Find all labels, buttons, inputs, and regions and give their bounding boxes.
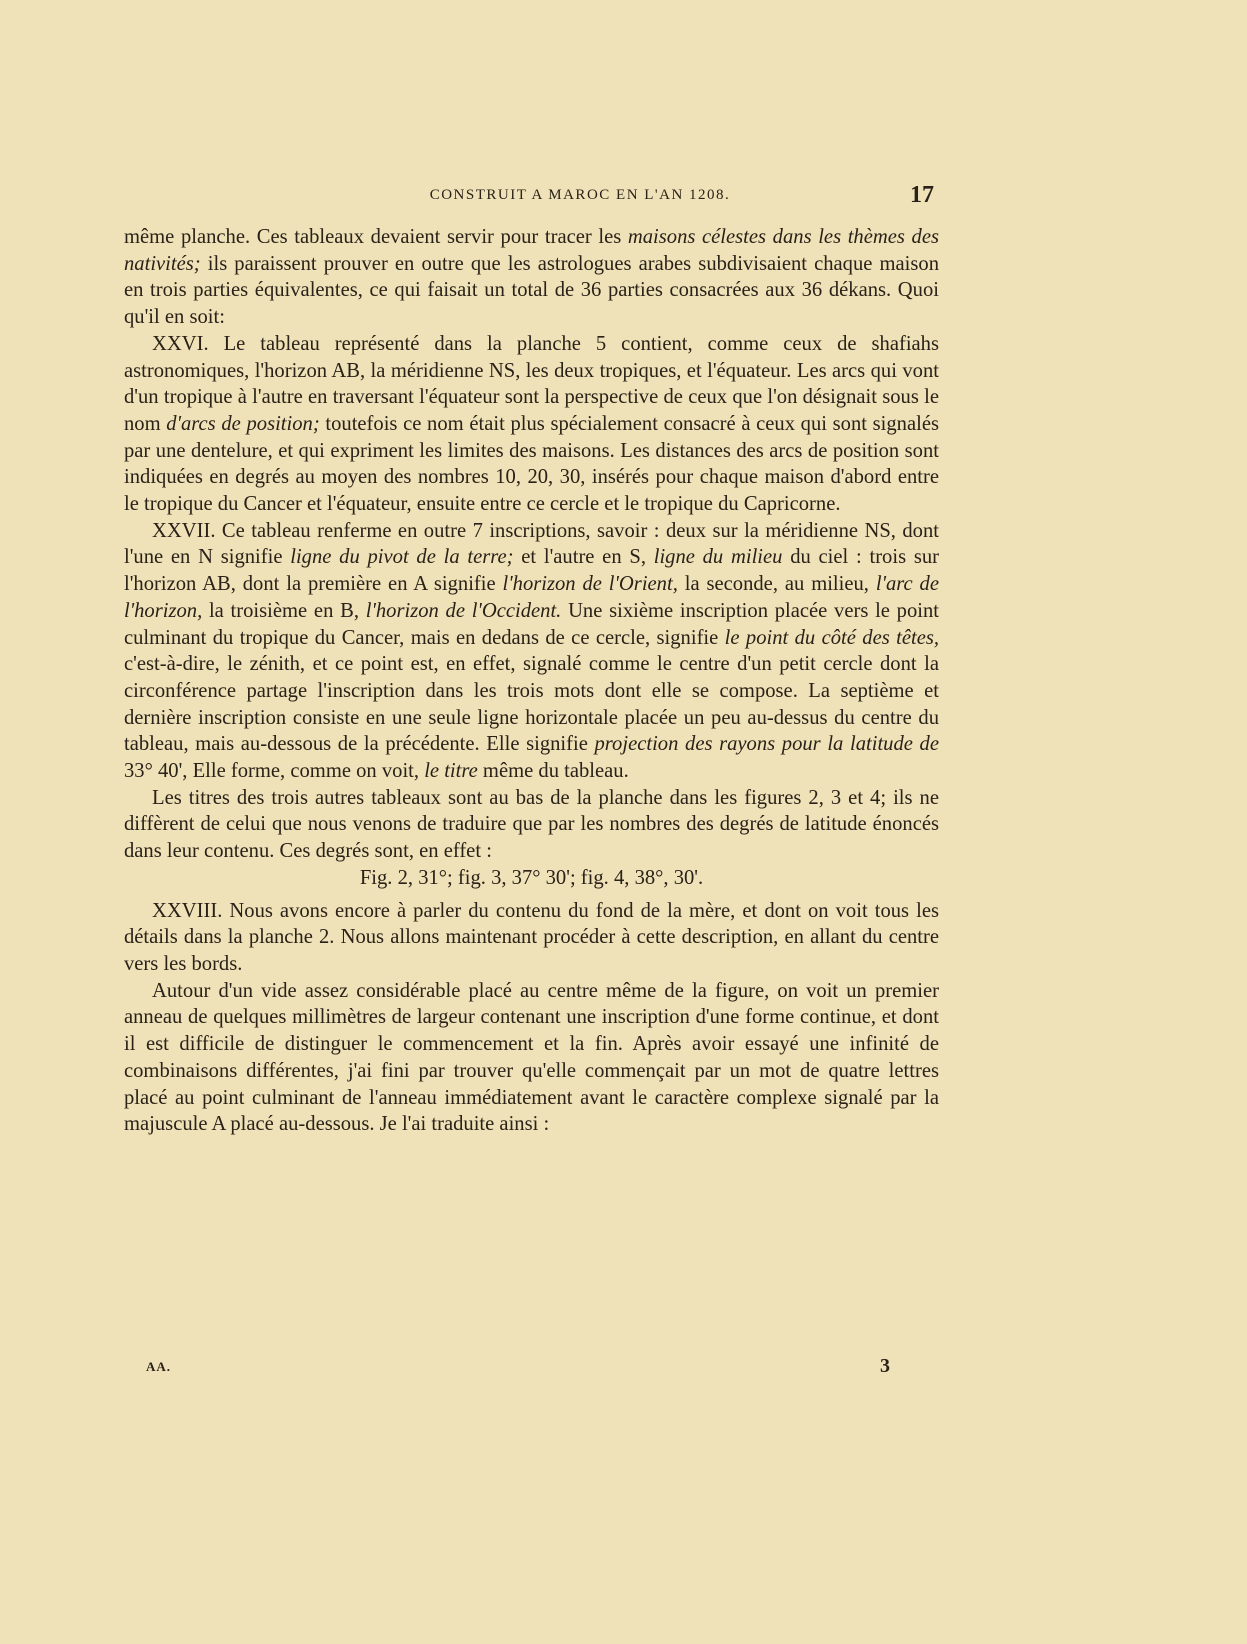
italic-run: l'horizon de l'Occident.: [365, 599, 562, 622]
italic-run: projection des rayons pour la latitude de: [594, 733, 939, 756]
italic-run: l'horizon de l'Orient,: [502, 573, 678, 596]
paragraph: [124, 224, 939, 331]
italic-run: ligne du pivot de la terre;: [290, 546, 514, 569]
text-run: XXVI. Le tableau représenté dans la planche 5 contient, comme ceux de shafiahs astronomiques, l'horizon AB, la méridienne NS, les deux tropiques, et l'équateur. Les arcs qui vont d'un tropique à l'autre en traversant l'équateur sont la perspective de ceux que l'on désignait sous le nom: [124, 332, 939, 435]
sheet-number: 3: [880, 1355, 890, 1377]
italic-run: ligne du milieu: [653, 546, 783, 569]
text-run: Fig. 2, 31°; fig. 3, 37° 30'; fig. 4, 38°, 30'.: [359, 866, 704, 889]
signature-mark: AA.: [146, 1359, 172, 1374]
text-run: 33° 40', Elle forme, comme on voit,: [124, 760, 425, 783]
text-run: Autour d'un vide assez considérable placé au centre même de la figure, on voit un premier anneau de quelques millimètres de largeur contenant une inscription d'une forme continue, et dont il est difficile de distinguer le commencement et la fin. Après avoir essayé une infinité de combinaisons différentes, j'ai fini par trouver qu'elle commençait par un mot de quatre lettres placé au point culminant de l'anneau immédiatement avant le caractère complexe signalé par la majuscule A placé au-dessous. Je l'ai traduite ainsi :: [124, 979, 939, 1136]
paragraph: [124, 898, 939, 978]
text-run: la seconde, au milieu,: [677, 573, 876, 596]
page-number: 17: [910, 182, 934, 208]
text-run: Une sixième inscription placée vers le point culminant du tropique du Cancer, mais en dedans de ce cercle, signifie: [124, 599, 940, 649]
italic-run: le point du côté des têtes,: [724, 626, 939, 649]
italic-run: d'arcs de position;: [166, 412, 320, 435]
text-run: ils paraissent prouver en outre que les astrologues arabes subdivisaient chaque maison en trois parties équivalentes, ce qui faisait un total de 36 parties consacrées aux 36 dékans. Quoi qu'il en soit:: [124, 252, 939, 329]
text-run: la troisième en B,: [202, 599, 366, 622]
text-run: XXVII. Ce tableau renferme en outre 7 inscriptions, savoir : deux sur la méridienne NS, dont l'une en N signifie: [124, 519, 939, 569]
text-run: et l'autre en S,: [513, 546, 654, 569]
italic-run: le titre: [424, 760, 478, 783]
italic-run: l'arc de l'horizon,: [124, 573, 939, 622]
italic-run: maisons célestes dans les thèmes des nativités;: [124, 226, 939, 275]
text-run: c'est-à-dire, le zénith, et ce point est, en effet, signalé comme le centre d'un petit cercle dont la circonférence partage l'inscription dans les trois mots dont elle se compose. La septième et dernière inscription consiste en une seule ligne horizontale placée un peu au-dessus du centre du tableau, mais au-dessous de la précédente. Elle signifie: [124, 653, 939, 756]
text-run: du ciel : trois sur l'horizon AB, dont la première en A signifie: [124, 546, 939, 596]
text-run: même du tableau.: [477, 760, 629, 783]
text-run: même planche. Ces tableaux devaient servir pour tracer les: [124, 226, 628, 248]
paragraph: [124, 331, 939, 518]
running-header: CONSTRUIT A MAROC EN L'AN 1208.: [429, 187, 731, 203]
text-run: Les titres des trois autres tableaux sont au bas de la planche dans les figures 2, 3 et 4; ils ne diffèrent de celui que nous venons de traduire que par les nombres des degrés de latitude énoncés dans leur contenu. Ces degrés sont, en effet :: [124, 786, 939, 863]
paragraph: [124, 518, 939, 785]
paragraph: [124, 785, 939, 865]
text-run: toutefois ce nom était plus spécialement consacré à ceux qui sont signalés par une dentelure, et qui expriment les limites des maisons. Les distances des arcs de position sont indiquées en degrés au moyen des nombres 10, 20, 30, insérés pour chaque maison d'abord entre le tropique du Cancer et l'équateur, ensuite entre ce cercle et le tropique du Capricorne.: [124, 412, 939, 516]
text-run: XXVIII. Nous avons encore à parler du contenu du fond de la mère, et dont on voit tous les détails dans la planche 2. Nous allons maintenant procéder à cette description, en allant du centre vers les bords.: [124, 899, 939, 975]
paragraph: [124, 978, 939, 1138]
body-text: [124, 224, 939, 1138]
figure-latitudes-line: [124, 865, 939, 892]
